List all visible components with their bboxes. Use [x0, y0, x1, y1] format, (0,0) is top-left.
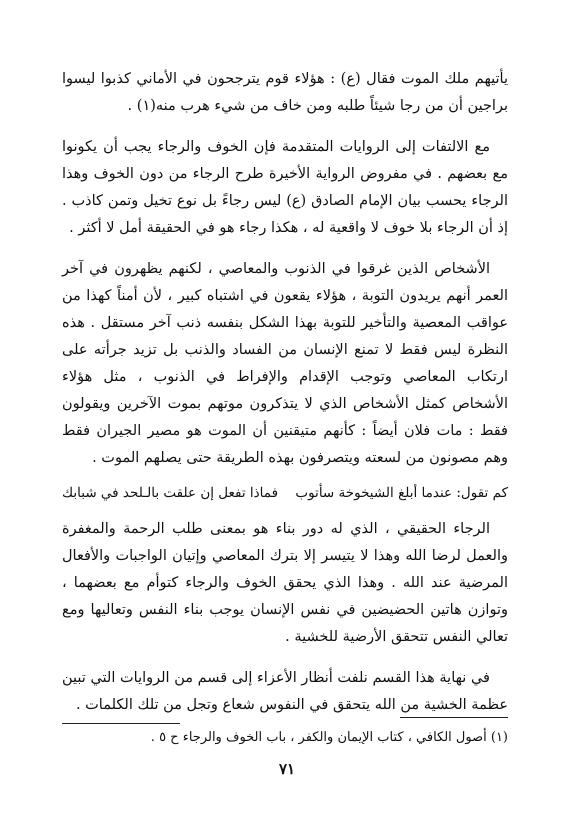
paragraph-4: الرجاء الحقيقي ، الذي له دور بناء هو بمعنى طلب الرحمة والمغفرة والعمل لرضا الله وهذا لا يتيسر إلا بترك المعاصي وإتيان الواجبات والأفعال المرضية عند الله . وهذا الذي يحقق الخوف والرجاء كتوأم مع بعضهما ، وتوازن هاتين الحضيضين في نفس الإنسان يوجب بناء النفس وتعاليها ومع تعالي النفس تتحقق الأرضية للخشية . — [62, 521, 508, 645]
footnote: (١) أصول الكافي ، كتاب الإيمان والكفر ، باب الخوف والرجاء ح ٥ . — [150, 730, 508, 745]
paragraph-1: يأتيهم ملك الموت فقال (ع) : هؤلاء قوم يترجحون في الأماني كذبوا ليسوا براجين أن من رجا شيئاً طلبه ومن خاف من شيء هرب منه(١) . — [62, 71, 508, 114]
poem-hemistich-right: كم تقول: عندما أبلغ الشيخوخة سأتوب — [295, 485, 508, 501]
page-body — [62, 66, 508, 724]
paragraph-3: الأشخاص الذين غرقوا في الذنوب والمعاصي ، لكنهم يظهرون في آخر العمر أنهم يريدون التوبة ، هؤلاء يقعون في اشتباه كبير ، لأن أمناً كهذا من عواقب المعصية والتأخير للتوبة بهذا الشكل بنفسه ذنب آخر مستقل . هذه النظرة ليس فقط لا تمنع الإنسان من الفساد والذنب بل تزيد جرأته على ارتكاب المعاصي وتوجب الإقدام والإفراط في الذنوب ، مثل هؤلاء الأشخاص كمثل الأشخاص الذي لا يتذكرون موتهم بموت الآخرين ويقولون فقط : مات فلان أيضاً : كأنهم متيقنين أن الموت هو مصير الجيران فقط وهم مصونون من لسعته ويتصرفون بهذه الطريقة حتى يصلهم الموت . — [62, 261, 508, 466]
poem-verse — [62, 480, 508, 506]
paragraph-5: في نهاية هذا القسم نلفت أنظار الأعزاء إلى قسم من الروايات التي تبين عظمة الخشية من الله يتحقق في النفوس شعاع وتجل من تلك الكلمات . — [62, 670, 508, 713]
paragraph-2: مع الالتفات إلى الروايات المتقدمة فإن الخوف والرجاء يجب أن يكونوا مع بعضهم . في مفروض الرواية الأخيرة طرح الرجاء من دون الخوف وهذا الرجاء يحسب بيان الإمام الصادق (ع) ليس رجاءً بل نوع تخيل وتمن كاذب . إذ أن الرجاء بلا خوف لا واقعية له ، هكذا رجاء هو في الحقيقة أمل لا أكثر . — [62, 139, 508, 236]
page-number: ٧١ — [278, 760, 296, 778]
footnote-divider — [400, 717, 508, 718]
section-end-rule — [62, 723, 180, 724]
poem-hemistich-left: فماذا تفعل إن علقت بالـلحد في شبابك — [62, 485, 279, 501]
